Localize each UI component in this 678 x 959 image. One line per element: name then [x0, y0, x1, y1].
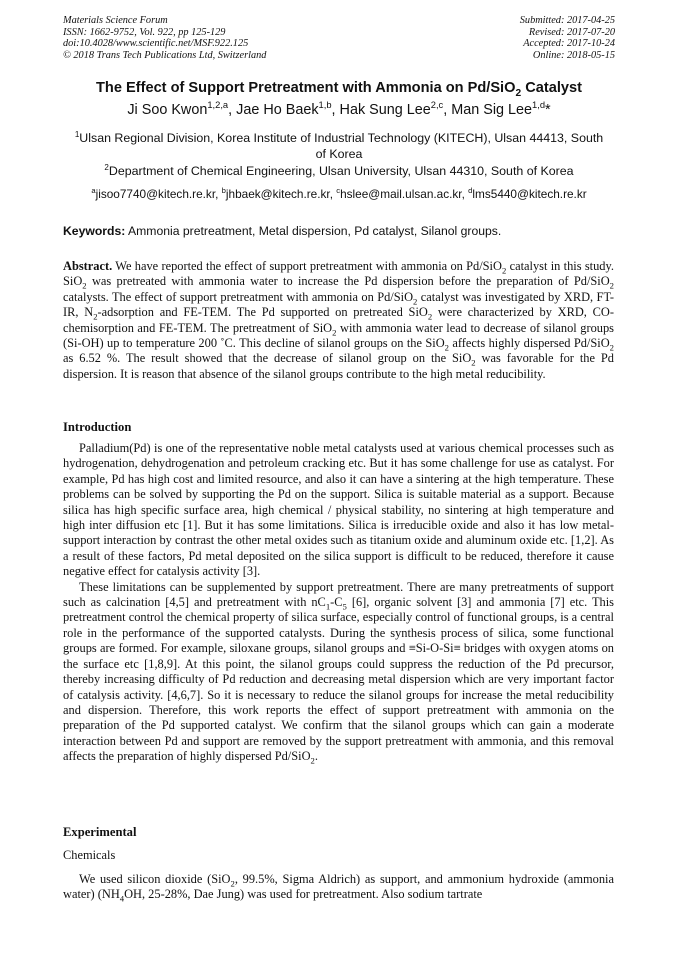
keywords-label: Keywords:	[63, 224, 126, 238]
subscript: 2	[310, 755, 315, 766]
journal-copyright: © 2018 Trans Tech Publications Ltd, Switzerland	[63, 49, 267, 61]
text-run: was pretreated with ammonia water to increase the Pd dispersion before the preparation of Pd/SiO	[86, 274, 610, 289]
subscript: 2	[609, 342, 614, 353]
subscript: 2	[93, 311, 98, 322]
subscript: 2	[444, 342, 449, 353]
email-link[interactable]: jhbaek@kitech.re.kr,	[225, 187, 337, 201]
text-run: catalyst in this study. SiO	[63, 259, 614, 289]
subscript: 1	[325, 601, 331, 612]
affiliation-2: $^2$Department of Chemical Engineering, Ulsan University, Ulsan 44310, South of Korea	[104, 162, 574, 178]
author-list	[40, 102, 638, 118]
text-run: .	[314, 749, 318, 764]
date-online: Online: 2018-05-15	[532, 49, 615, 61]
subsection-heading-chemicals: Chemicals	[63, 848, 116, 862]
paragraph: Palladium(Pd) is one of the representative noble metal catalysts used at various chemical processes such as hydrogenation, dehydrogenation and petroleum cracking etc. But it has some challenge for use as catalyst. For example, Pd has high cost and limited resource, and also it can have a sintering at the high temperature. These problems can be solved by supporting the Pd on the support. Silica is suitable material as a support. Because silica has high specific surface area, high chemical / physical stability, no sintering at high temperature and high inter diffusion etc [1]. But it has some limitations. Silica is irreducible oxide and also it has low metal-support interaction by contrast the other metal oxides such as titanium oxide and aluminum oxide etc. [1,2]. As a result of these factors, Pd metal deposited on the silica support is difficult to be reduced, therefore it cause negative effect for catalysis activity [3].	[63, 441, 614, 579]
text-run: -C	[330, 595, 343, 610]
keywords	[63, 224, 615, 238]
journal-name: Materials Science Forum	[63, 15, 168, 26]
subscript: 2	[82, 280, 87, 291]
subscript: 2	[609, 280, 614, 291]
author: Man Sig Lee$^{1,d}$*	[451, 100, 551, 118]
keywords-text: Ammonia pretreatment, Metal dispersion, Pd catalyst, Silanol groups.	[125, 224, 502, 238]
abstract-text	[63, 259, 614, 381]
text-run: catalyst was investigated by XRD, FT-IR, N	[63, 289, 615, 320]
text-run: , 99.5%, Sigma Aldrich) as support, and ammonium hydroxide (ammonia water) (NH	[63, 872, 615, 902]
email-link[interactable]: jisoo7740@kitech.re.kr,	[95, 187, 222, 201]
date-accepted: Accepted: 2017-10-24	[523, 38, 615, 50]
subscript: 2	[413, 296, 418, 307]
text-run: OH, 25-28%, Dae Jung) was used for pretreatment. Also sodium tartrate	[124, 887, 483, 902]
subscript: 2	[501, 265, 507, 276]
text-run: affects highly dispersed Pd/SiO	[448, 336, 610, 351]
subscript: 4	[119, 893, 125, 904]
subscript: 5	[342, 601, 347, 612]
paper-title: The Effect of Support Pretreatment with Ammonia on Pd/SiO$_2$ Catalyst	[96, 80, 582, 99]
publication-dates	[520, 15, 615, 61]
author: Jae Ho Baek$^{1,b}$,	[236, 100, 340, 118]
text-run: We have reported the effect of support pretreatment with ammonia on Pd/SiO	[112, 259, 502, 273]
email-link[interactable]: lms5440@kitech.re.kr	[472, 187, 587, 201]
journal-issn: ISSN: 1662-9752, Vol. 922, pp 125-129	[63, 26, 226, 38]
author: Hak Sung Lee$^{2,c}$,	[339, 100, 452, 118]
subscript: 2	[471, 357, 476, 368]
subscript: 2	[230, 878, 235, 889]
subscript: 2	[427, 311, 433, 322]
text-run: with ammonia water lead to decrease of silanol groups (Si-OH) up to temperature 200 ˚C. This decline of silanol groups on the SiO	[63, 320, 614, 351]
affiliation-1: $^1$Ulsan Regional Division, Korea Institute of Industrial Technology (KITECH), Ulsan 44413, South of Korea	[74, 129, 604, 161]
text-run: These limitations can be supplemented by support pretreatment. There are many pretreatments of support such as calcination [4,5] and pretreatment with nC	[63, 579, 614, 610]
email-link[interactable]: hslee@mail.ulsan.ac.kr,	[340, 187, 469, 201]
text-run: as 6.52 %. The result showed that the decrease of silanol group on the SiO	[63, 351, 472, 366]
chemicals-body	[63, 872, 614, 903]
paragraph	[63, 872, 614, 903]
subscript: 2	[332, 327, 337, 338]
author-emails: $^a$jisoo7740@kitech.re.kr, $^b$jhbaek@kitech.re.kr, $^c$hslee@mail.ulsan.ac.kr, $^d$lms5440@kitech.re.kr	[91, 186, 587, 201]
date-revised: Revised: 2017-07-20	[528, 26, 615, 38]
journal-doi: doi:10.4028/www.scientific.net/MSF.922.125	[63, 38, 249, 50]
abstract-label: Abstract.	[63, 259, 113, 273]
paragraph	[63, 580, 614, 765]
date-submitted: Submitted: 2017-04-25	[519, 15, 615, 26]
text-run: We used silicon dioxide (SiO	[79, 872, 231, 886]
section-heading-experimental: Experimental	[63, 825, 137, 839]
section-heading-introduction: Introduction	[63, 420, 132, 434]
journal-info	[63, 15, 266, 61]
abstract	[63, 259, 614, 382]
text-run: [6], organic solvent [3] and ammonia [7] etc. This pretreatment control the chemical property of silica surface, especially control of functional groups, is a central role in the performance of the supported catalysts. During the synthesis process of silica, some functional groups are formed. For example, siloxane groups, silanol groups and ≡Si-O-Si≡ bridges with oxygen atoms on the surface etc [1,8,9]. At this point, the silanol groups could suppress the reduction of the Pd precursor, thereby increasing difficulty of Pd reduction and decreasing metal dispersion which are very important factor of catalysis activity. [4,6,7]. So it is necessary to reduce the silanol groups for increase the metal reducibility and dispersion. Therefore, this work reports the effect of support pretreatment with ammonia on the preparation of the Pd supported catalyst. We confirm that the silanol groups which can gain a moderate interaction between Pd and support are removed by the support pretreatment with ammonia, and this removal affects the preparation of highly dispersed Pd/SiO	[63, 595, 614, 764]
text-run: -adsorption and FE-TEM. The Pd supported on pretreated SiO	[97, 305, 428, 320]
introduction-body	[63, 441, 614, 765]
author: Ji Soo Kwon$^{1,2,a}$,	[127, 100, 237, 118]
text-run: were characterized by XRD, CO-chemisorption and FE-TEM. The pretreatment of SiO	[63, 305, 614, 335]
text-run: catalysts. The effect of support pretreatment with ammonia on Pd/SiO	[63, 289, 414, 304]
text-run: was favorable for the Pd dispersion. It is reason that absence of the silanol groups contribute to the high metal reducibility.	[63, 351, 614, 381]
